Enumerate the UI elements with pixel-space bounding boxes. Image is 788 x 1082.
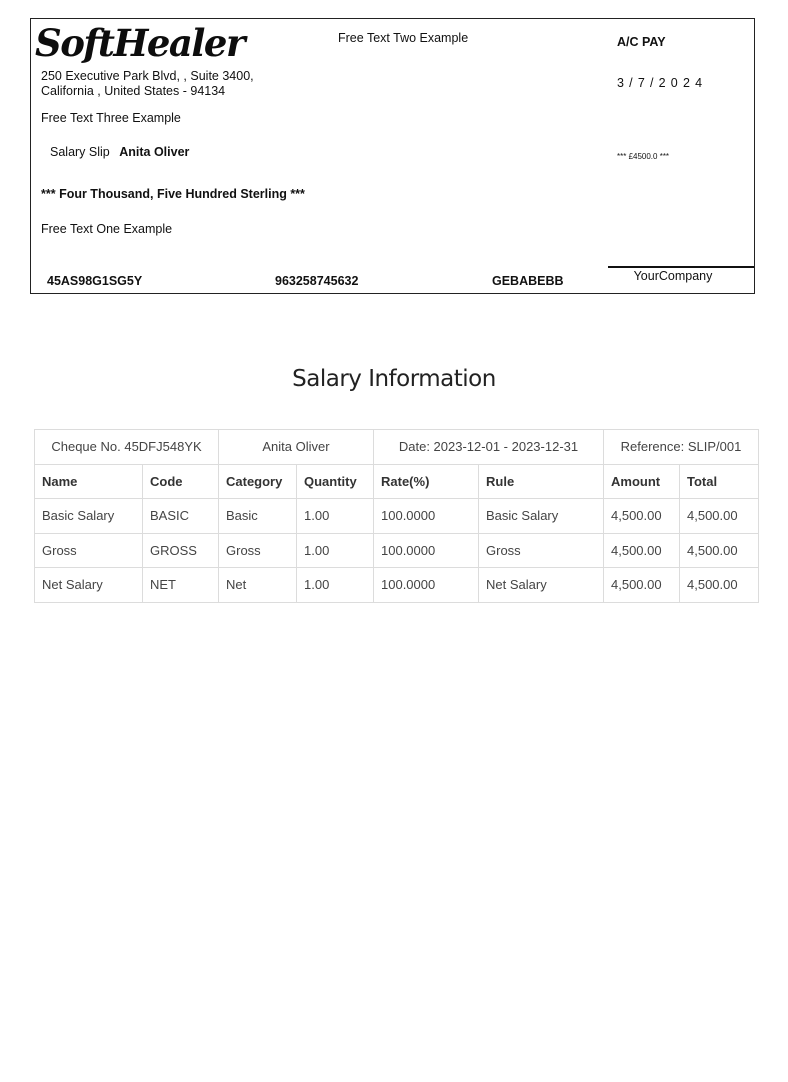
cell-quantity: 1.00	[297, 499, 374, 534]
header-name: Name	[35, 464, 143, 499]
signature-line	[608, 266, 754, 268]
address-line-2: California , United States - 94134	[41, 84, 226, 98]
cell-quantity: 1.00	[297, 533, 374, 568]
address-line-1: 250 Executive Park Blvd, , Suite 3400,	[41, 69, 254, 83]
signature-company: YourCompany	[633, 269, 713, 283]
cell-name: Gross	[35, 533, 143, 568]
cell-quantity: 1.00	[297, 568, 374, 603]
reference: Reference: SLIP/001	[604, 430, 759, 465]
company-address	[41, 69, 254, 99]
cell-category: Gross	[219, 533, 297, 568]
employee-name: Anita Oliver	[219, 430, 374, 465]
cheque-code-left: 45AS98G1SG5Y	[47, 274, 143, 288]
cell-total: 4,500.00	[680, 568, 759, 603]
cell-rule: Net Salary	[479, 568, 604, 603]
payee-line	[50, 145, 189, 159]
header-total: Total	[680, 464, 759, 499]
cell-category: Net	[219, 568, 297, 603]
cell-code: GROSS	[143, 533, 219, 568]
header-category: Category	[219, 464, 297, 499]
slip-summary-row	[35, 430, 759, 465]
cell-code: BASIC	[143, 499, 219, 534]
cheque-number: Cheque No. 45DFJ548YK	[35, 430, 219, 465]
header-quantity: Quantity	[297, 464, 374, 499]
cell-amount: 4,500.00	[604, 568, 680, 603]
free-text-two: Free Text Two Example	[338, 31, 469, 45]
cell-rate: 100.0000	[374, 499, 479, 534]
free-text-one: Free Text One Example	[41, 222, 173, 236]
salary-table	[34, 429, 759, 603]
header-rate: Rate(%)	[374, 464, 479, 499]
cell-total: 4,500.00	[680, 533, 759, 568]
header-rule: Rule	[479, 464, 604, 499]
salary-info-title: Salary Information	[292, 366, 496, 392]
salary-slip-label: Salary Slip	[50, 145, 110, 159]
cell-name: Basic Salary	[35, 499, 143, 534]
amount-in-words: *** Four Thousand, Five Hundred Sterling ***	[41, 187, 305, 201]
cheque	[30, 18, 755, 294]
table-row	[35, 499, 759, 534]
cell-total: 4,500.00	[680, 499, 759, 534]
cheque-date: 3/7/2024	[617, 76, 708, 90]
cell-amount: 4,500.00	[604, 533, 680, 568]
table-header-row	[35, 464, 759, 499]
ac-pay-label: A/C PAY	[617, 35, 666, 49]
cheque-amount: *** £4500.0 ***	[617, 152, 670, 161]
cell-amount: 4,500.00	[604, 499, 680, 534]
header-code: Code	[143, 464, 219, 499]
cheque-code-middle: 963258745632	[275, 274, 359, 288]
table-row	[35, 568, 759, 603]
header-amount: Amount	[604, 464, 680, 499]
cheque-code-right: GEBABEBB	[492, 274, 564, 288]
cell-rate: 100.0000	[374, 533, 479, 568]
free-text-three: Free Text Three Example	[41, 111, 181, 125]
cell-rule: Basic Salary	[479, 499, 604, 534]
cell-code: NET	[143, 568, 219, 603]
cell-name: Net Salary	[35, 568, 143, 603]
date-range: Date: 2023-12-01 - 2023-12-31	[374, 430, 604, 465]
table-row	[35, 533, 759, 568]
company-logo: SoftHealer	[35, 21, 244, 65]
cell-rule: Gross	[479, 533, 604, 568]
cell-rate: 100.0000	[374, 568, 479, 603]
payee-name: Anita Oliver	[119, 145, 190, 159]
cell-category: Basic	[219, 499, 297, 534]
